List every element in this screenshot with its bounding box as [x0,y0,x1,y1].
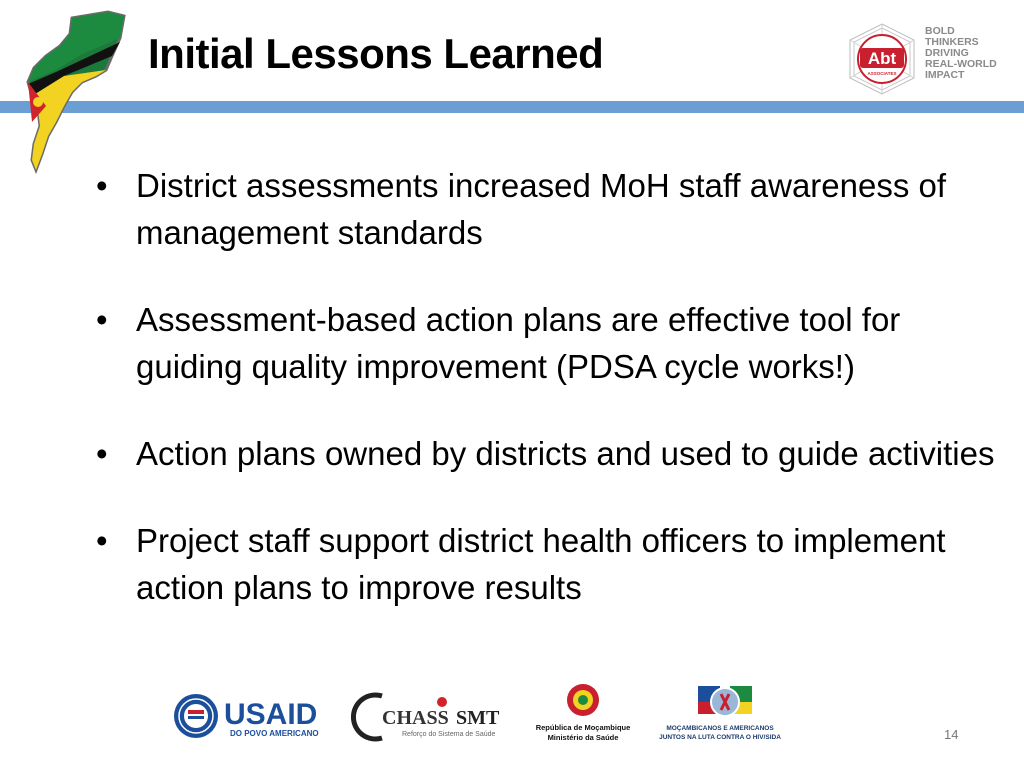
abt-brand-text: Abt [867,49,897,68]
moh-line1: República de Moçambique [535,723,631,732]
abt-tagline-line: IMPACT [925,69,965,81]
header-divider [0,101,1024,113]
abt-tagline [925,26,1015,81]
partners-hiv-logo [659,686,781,741]
moh-mozambique-logo [536,684,631,742]
usaid-logo [174,694,319,738]
bullet-item: • District assessments increased MoH staff awareness of management standards [96,162,996,256]
bullet-item: • Action plans owned by districts and used to guide activities [96,430,996,477]
chass-smt-logo [353,695,500,739]
partners-line2: JUNTOS NA LUTA CONTRA O HIV/SIDA [659,734,781,741]
abt-tagline-line: BOLD [925,25,955,37]
abt-tagline-line: DRIVING [925,47,969,59]
bullet-item: • Project staff support district health officers to implement action plans to improve results [96,517,996,611]
slide-title: Initial Lessons Learned [148,30,604,77]
bullet-list [96,162,996,651]
slide-number: 14 [944,727,959,742]
chass-sub: Reforço do Sistema de Saúde [402,731,496,738]
chass-name: CHASS [382,707,449,729]
abt-tagline-line: REAL-WORLD [925,58,997,70]
partners-line1: MOÇAMBICANOS E AMERICANOS [666,725,774,732]
moh-line2: Ministério da Saúde [547,733,619,742]
abt-sub-text: ASSOCIATES [867,71,897,76]
abt-tagline-line: THINKERS [925,36,979,48]
usaid-name: USAID [224,698,318,731]
partner-logos [170,680,790,750]
smt-name: SMT [456,707,500,729]
bullet-item: • Assessment-based action plans are effective tool for guiding quality improvement (PDSA cycle works!) [96,296,996,390]
usaid-sub: DO POVO AMERICANO [230,729,319,738]
mozambique-map-logo [12,10,130,178]
